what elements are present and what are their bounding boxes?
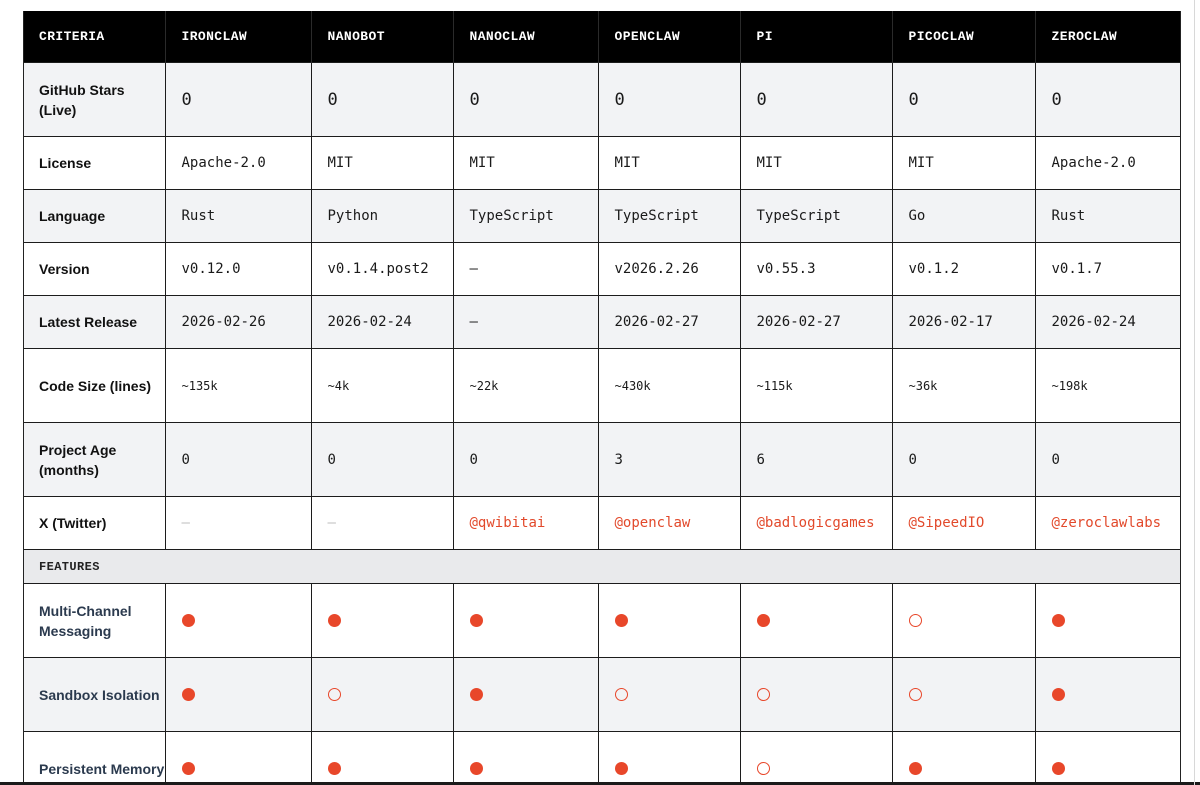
- release-date: 2026-02-17: [892, 296, 1035, 349]
- language-value: Rust: [165, 190, 311, 243]
- version-value: —: [453, 243, 598, 296]
- feature-dot-icon: [909, 688, 922, 701]
- row-project-age: [23, 423, 1180, 497]
- criteria-label: Project Age (months): [23, 423, 165, 497]
- header-pi: PI: [740, 11, 892, 63]
- code-size-value: ~198k: [1035, 349, 1180, 423]
- row-version: [23, 243, 1180, 296]
- section-label: FEATURES: [23, 550, 1180, 584]
- release-date: 2026-02-27: [598, 296, 740, 349]
- header-criteria: CRITERIA: [23, 11, 165, 63]
- feature-dot-icon: [1052, 762, 1065, 775]
- row-license: [23, 137, 1180, 190]
- section-features: [23, 550, 1180, 584]
- code-size-value: ~430k: [598, 349, 740, 423]
- release-date: 2026-02-24: [1035, 296, 1180, 349]
- feature-cell: [1035, 732, 1180, 784]
- feature-dot-icon: [182, 614, 195, 627]
- feature-cell: [1035, 658, 1180, 732]
- language-value: Go: [892, 190, 1035, 243]
- stars-value: 0: [165, 63, 311, 137]
- project-age-value: 6: [740, 423, 892, 497]
- row-persistent-memory: [23, 732, 1180, 784]
- version-value: v0.12.0: [165, 243, 311, 296]
- feature-dot-icon: [757, 762, 770, 775]
- twitter-link-sipeedio[interactable]: @SipeedIO: [892, 497, 1035, 550]
- feature-dot-icon: [470, 688, 483, 701]
- twitter-link-zeroclawlabs[interactable]: @zeroclawlabs: [1035, 497, 1180, 550]
- release-date: 2026-02-24: [311, 296, 453, 349]
- feature-dot-icon: [615, 688, 628, 701]
- row-latest-release: [23, 296, 1180, 349]
- language-value: TypeScript: [598, 190, 740, 243]
- license-value: MIT: [598, 137, 740, 190]
- feature-cell: [598, 584, 740, 658]
- header-ironclaw: IRONCLAW: [165, 11, 311, 63]
- stars-value: 0: [1035, 63, 1180, 137]
- stars-value: 0: [740, 63, 892, 137]
- row-language: [23, 190, 1180, 243]
- code-size-value: ~22k: [453, 349, 598, 423]
- feature-cell: [165, 732, 311, 784]
- project-age-value: 0: [892, 423, 1035, 497]
- table-header: [23, 11, 1180, 63]
- frame-right-border: [1180, 11, 1181, 783]
- feature-cell: [453, 584, 598, 658]
- feature-cell: [740, 584, 892, 658]
- feature-cell: [311, 732, 453, 784]
- license-value: MIT: [453, 137, 598, 190]
- twitter-link-badlogicgames[interactable]: @badlogicgames: [740, 497, 892, 550]
- feature-cell: [165, 658, 311, 732]
- comparison-table: [23, 11, 1180, 783]
- release-date: 2026-02-27: [740, 296, 892, 349]
- frame-left-border: [23, 11, 24, 783]
- language-value: TypeScript: [453, 190, 598, 243]
- license-value: MIT: [892, 137, 1035, 190]
- feature-cell: [453, 658, 598, 732]
- feature-cell: [740, 732, 892, 784]
- stars-value: 0: [892, 63, 1035, 137]
- feature-dot-icon: [615, 614, 628, 627]
- project-age-value: 3: [598, 423, 740, 497]
- feature-dot-icon: [328, 614, 341, 627]
- code-size-value: ~36k: [892, 349, 1035, 423]
- twitter-link-openclaw[interactable]: @openclaw: [598, 497, 740, 550]
- feature-dot-icon: [1052, 688, 1065, 701]
- header-nanobot: NANOBOT: [311, 11, 453, 63]
- license-value: MIT: [311, 137, 453, 190]
- project-age-value: 0: [165, 423, 311, 497]
- criteria-label: Latest Release: [23, 296, 165, 349]
- feature-label: Multi-Channel Messaging: [23, 584, 165, 658]
- version-value: v0.55.3: [740, 243, 892, 296]
- version-value: v0.1.2: [892, 243, 1035, 296]
- feature-dot-icon: [757, 688, 770, 701]
- header-picoclaw: PICOCLAW: [892, 11, 1035, 63]
- code-size-value: ~135k: [165, 349, 311, 423]
- feature-dot-icon: [328, 688, 341, 701]
- license-value: Apache-2.0: [1035, 137, 1180, 190]
- version-value: v0.1.4.post2: [311, 243, 453, 296]
- project-age-value: 0: [453, 423, 598, 497]
- feature-dot-icon: [328, 762, 341, 775]
- feature-dot-icon: [1052, 614, 1065, 627]
- release-date: 2026-02-26: [165, 296, 311, 349]
- criteria-label: Version: [23, 243, 165, 296]
- stars-value: 0: [598, 63, 740, 137]
- stars-value: 0: [311, 63, 453, 137]
- feature-dot-icon: [909, 762, 922, 775]
- feature-cell: [892, 658, 1035, 732]
- feature-cell: [311, 658, 453, 732]
- feature-label: Sandbox Isolation: [23, 658, 165, 732]
- language-value: Rust: [1035, 190, 1180, 243]
- project-age-value: 0: [1035, 423, 1180, 497]
- row-twitter: [23, 497, 1180, 550]
- feature-dot-icon: [470, 614, 483, 627]
- twitter-empty: —: [165, 497, 311, 550]
- feature-cell: [1035, 584, 1180, 658]
- language-value: TypeScript: [740, 190, 892, 243]
- feature-dot-icon: [182, 762, 195, 775]
- license-value: Apache-2.0: [165, 137, 311, 190]
- feature-cell: [453, 732, 598, 784]
- header-nanoclaw: NANOCLAW: [453, 11, 598, 63]
- row-sandbox-isolation: [23, 658, 1180, 732]
- project-age-value: 0: [311, 423, 453, 497]
- feature-label: Persistent Memory: [23, 732, 165, 784]
- criteria-label: Language: [23, 190, 165, 243]
- feature-cell: [892, 732, 1035, 784]
- feature-cell: [311, 584, 453, 658]
- feature-dot-icon: [757, 614, 770, 627]
- window-edge-line: [1194, 0, 1195, 785]
- criteria-label: Code Size (lines): [23, 349, 165, 423]
- feature-dot-icon: [909, 614, 922, 627]
- row-code-size: [23, 349, 1180, 423]
- feature-cell: [740, 658, 892, 732]
- row-multi-channel-messaging: [23, 584, 1180, 658]
- language-value: Python: [311, 190, 453, 243]
- release-date: —: [453, 296, 598, 349]
- comparison-table-frame: [23, 11, 1180, 783]
- header-zeroclaw: ZEROCLAW: [1035, 11, 1180, 63]
- license-value: MIT: [740, 137, 892, 190]
- feature-cell: [892, 584, 1035, 658]
- twitter-link-qwibitai[interactable]: @qwibitai: [453, 497, 598, 550]
- criteria-label: X (Twitter): [23, 497, 165, 550]
- feature-dot-icon: [615, 762, 628, 775]
- version-value: v2026.2.26: [598, 243, 740, 296]
- criteria-label: GitHub Stars (Live): [23, 63, 165, 137]
- twitter-empty: —: [311, 497, 453, 550]
- code-size-value: ~4k: [311, 349, 453, 423]
- feature-dot-icon: [470, 762, 483, 775]
- header-openclaw: OPENCLAW: [598, 11, 740, 63]
- stars-value: 0: [453, 63, 598, 137]
- feature-cell: [598, 732, 740, 784]
- code-size-value: ~115k: [740, 349, 892, 423]
- feature-dot-icon: [182, 688, 195, 701]
- feature-cell: [598, 658, 740, 732]
- row-github-stars: [23, 63, 1180, 137]
- feature-cell: [165, 584, 311, 658]
- version-value: v0.1.7: [1035, 243, 1180, 296]
- criteria-label: License: [23, 137, 165, 190]
